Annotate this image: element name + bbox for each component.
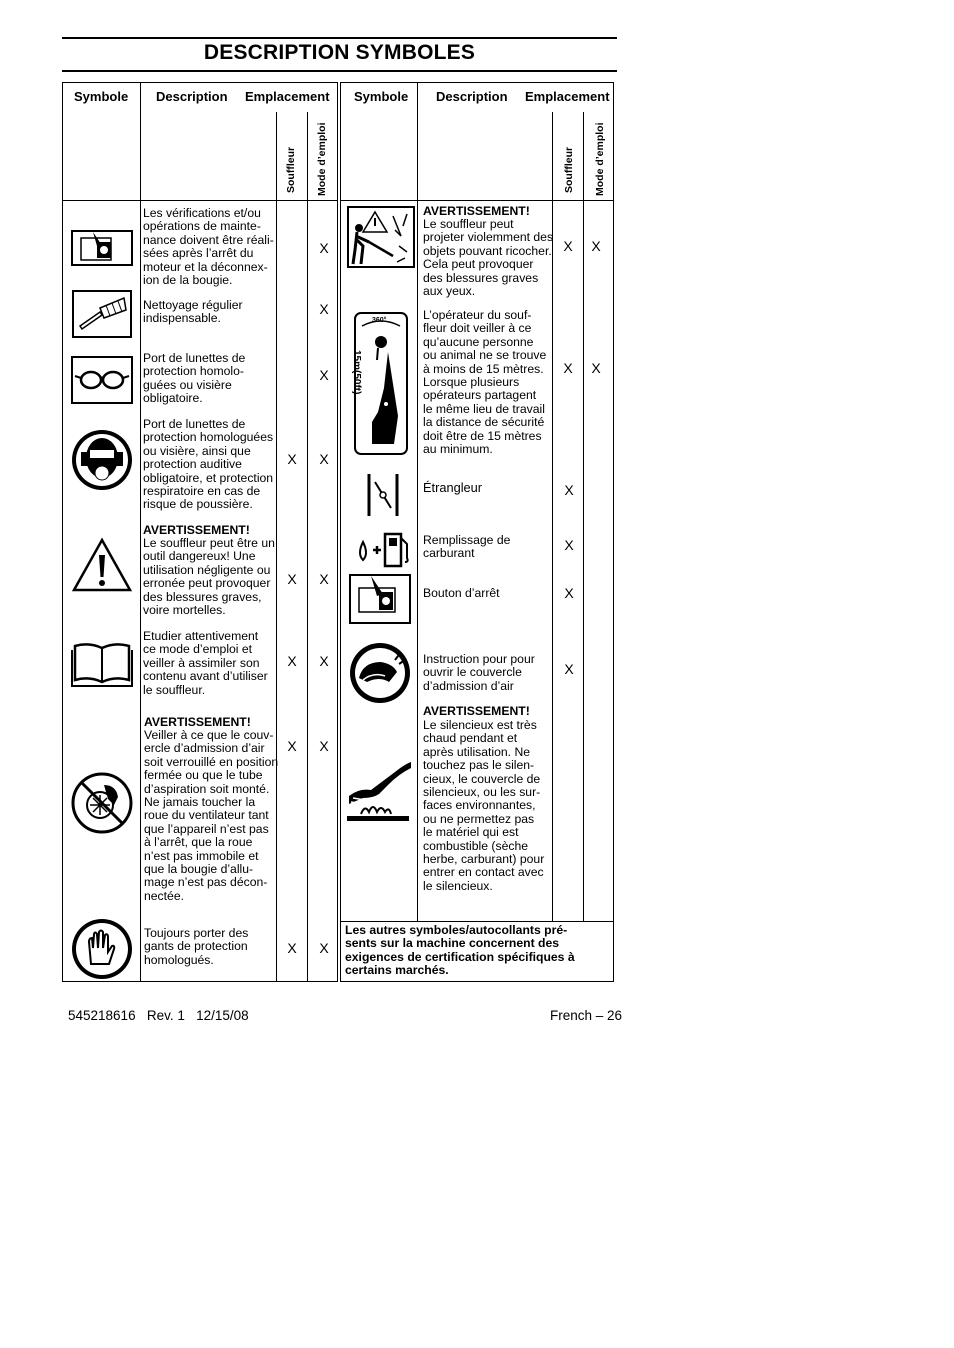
title-bottom-rule [62, 70, 617, 72]
left-row-8-mode: X [319, 940, 329, 956]
fuel-pump-icon [355, 528, 411, 568]
stop-switch-icon [71, 230, 133, 266]
left-row-5-mode: X [319, 571, 329, 587]
left-header-description: Description [156, 89, 228, 104]
right-row-4-souffleur: X [564, 537, 574, 553]
right-row-3-souffleur: X [564, 482, 574, 498]
left-header-symbole: Symbole [74, 89, 129, 104]
right-row-7-text: Le silencieux est très chaud pendant et après utilisation. Ne touchez pas le silen- cieux, le couvercle de silencieux, ou les sur- faces environnantes, ou ne permettez pas le matériel qui est combustible (sèche herbe, carburant) pour entrer en contact avec le silencieux. [423, 718, 545, 893]
no-touch-fan-icon [70, 771, 134, 835]
ricochet-hazard-icon [347, 206, 415, 268]
right-row-6-text: Instruction pour pour ouvrir le couvercle d’admission d’air [423, 652, 535, 693]
left-header-mode-emploi: Mode d’emploi [316, 122, 328, 196]
right-row-1-mode: X [591, 238, 601, 254]
left-row-5-text: Le souffleur peut être un outil dangereux! Une utilisation négligente ou erronée peut provoquer des blessures graves, voire mortelles. [143, 536, 275, 618]
left-header-souffleur: Souffleur [285, 146, 297, 193]
right-header-souffleur: Souffleur [563, 146, 575, 193]
right-row-1-souffleur: X [563, 238, 573, 254]
right-header-description: Description [436, 89, 508, 104]
head-protection-icon [71, 428, 133, 492]
right-header-mode-emploi: Mode d’emploi [594, 122, 606, 196]
left-row-2-mode: X [319, 301, 329, 317]
right-row-1-warning: AVERTISSEMENT! [423, 204, 530, 218]
right-row-7-warning: AVERTISSEMENT! [423, 704, 530, 718]
right-row-5-text: Bouton d’arrêt [423, 586, 500, 600]
choke-icon [365, 472, 401, 518]
footer-page-number: French – 26 [550, 1008, 623, 1023]
safety-distance-icon [354, 312, 408, 456]
left-row-5-souffleur: X [287, 571, 297, 587]
gloves-icon [71, 918, 133, 980]
left-row-6-mode: X [319, 653, 329, 669]
left-row-7-warning: AVERTISSEMENT! [144, 715, 251, 729]
right-row-2-text: L’opérateur du souf- fleur doit veiller à ce qu’aucune personne ou animal ne se trouve à moins de 15 mètres. Lorsque plusieurs opérateurs partagent le même lieu de travail la distance de sécurité doit être de 15 mètres au minimum. [423, 308, 547, 457]
footer-doc-reference: 545218616 Rev. 1 12/15/08 [68, 1008, 249, 1023]
left-header-emplacement: Emplacement [245, 89, 330, 104]
left-row-5-warning: AVERTISSEMENT! [143, 523, 250, 537]
left-row-4-text: Port de lunettes de protection homologuées ou visière, ainsi que protection auditive obligatoire, et protection respiratoire en cas de risque de poussière. [143, 417, 274, 512]
left-row-8-text: Toujours porter des gants de protection homologués. [144, 926, 249, 967]
safety-distance-distance-label: 15m(50ft) [351, 350, 362, 395]
right-row-2-souffleur: X [563, 360, 573, 376]
right-row-6-souffleur: X [564, 661, 574, 677]
right-header-emplacement: Emplacement [525, 89, 610, 104]
left-row-1-text: Les vérifications et/ou opérations de mainte- nance doivent être réali- sées après l’arrêt du moteur et la déconnex- ion de la bougie. [143, 206, 274, 288]
title-top-rule [62, 37, 617, 39]
left-row-8-souffleur: X [287, 940, 297, 956]
right-header-symbole: Symbole [354, 89, 409, 104]
certification-note: Les autres symboles/autocollants pré- sents sur la machine concernent des exigences de certification spécifiques à certains marchés. [345, 923, 575, 978]
left-row-4-mode: X [319, 451, 329, 467]
warning-triangle-icon [71, 537, 133, 593]
left-row-1-mode: X [319, 240, 329, 256]
left-row-7-souffleur: X [287, 738, 297, 754]
left-row-4-souffleur: X [287, 451, 297, 467]
air-intake-cover-icon [349, 642, 411, 704]
brush-icon [72, 290, 132, 338]
safety-distance-angle-label: 360° [372, 317, 387, 324]
right-row-3-text: Étrangleur [423, 480, 483, 495]
left-row-6-souffleur: X [287, 653, 297, 669]
left-row-7-text: Veiller à ce que le couv- ercle d’admission d’air soit verrouillé en position fermée ou que le tube d’aspiration soit monté. Ne jamais toucher la roue du ventilateur tant que l’appareil n’est pas à l’arrêt, que la roue n’est pas immobile et que la bougie d’allu- mage n’est pas décon- nectée. [144, 728, 279, 903]
page-title: DESCRIPTION SYMBOLES [203, 41, 476, 64]
open-book-icon [71, 640, 133, 688]
left-row-7-mode: X [319, 738, 329, 754]
right-row-4-text: Remplissage de carburant [423, 533, 511, 561]
left-row-3-mode: X [319, 367, 329, 383]
right-row-5-souffleur: X [564, 585, 574, 601]
left-row-3-text: Port de lunettes de protection homolo- guées ou visière obligatoire. [143, 351, 246, 406]
left-row-6-text: Etudier attentivement ce mode d’emploi et veiller à assimiler son contenu avant d’utiliser le souffleur. [143, 629, 268, 697]
stop-button-icon [349, 574, 411, 624]
right-row-2-mode: X [591, 360, 601, 376]
safety-glasses-icon [71, 356, 133, 404]
left-row-2-text: Nettoyage régulier indispensable. [143, 298, 243, 326]
hot-surface-icon [345, 760, 413, 822]
right-row-1-text: Le souffleur peut projeter violemment des objets pouvant ricocher. Cela peut provoquer des blessures graves aux yeux. [423, 217, 554, 299]
